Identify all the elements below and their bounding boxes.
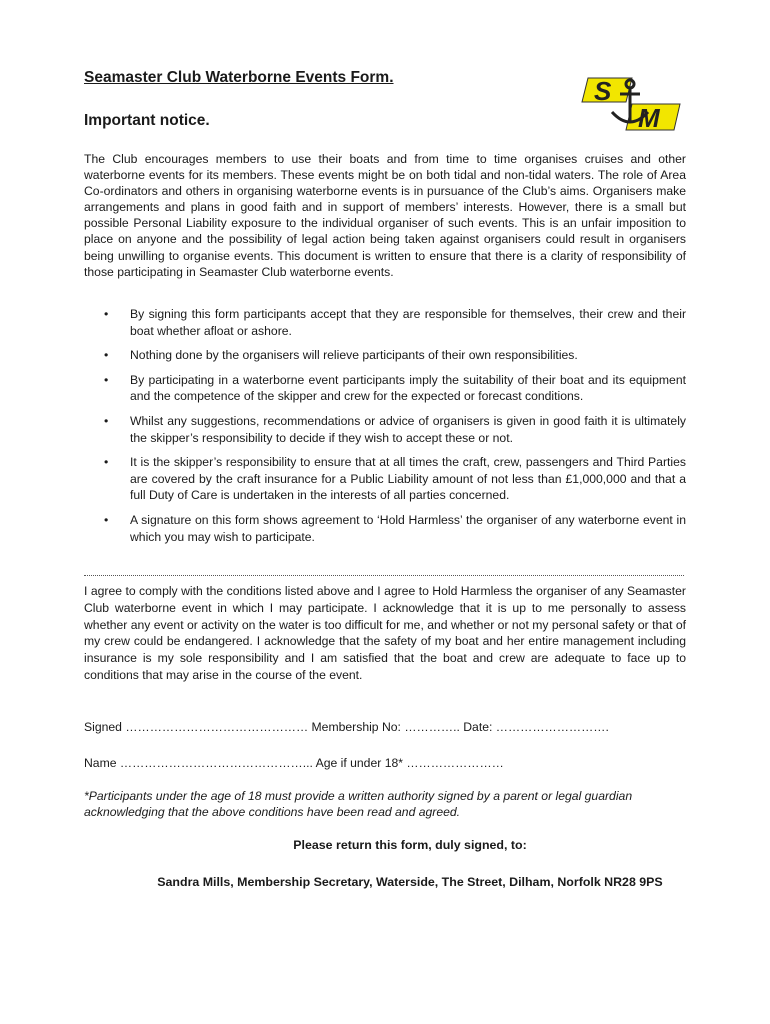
- list-item-text: By signing this form participants accept that they are responsible for themselves, their crew and their boat whether afloat or ashore.: [130, 307, 686, 338]
- svg-text:S: S: [594, 76, 612, 106]
- important-notice-heading: Important notice.: [84, 112, 210, 129]
- bullet-icon: •: [104, 455, 109, 470]
- bullet-icon: •: [104, 348, 109, 363]
- list-item-text: By participating in a waterborne event participants imply the suitability of their boat and its equipment and the competence of the skipper and crew for the expected or forecast conditions.: [130, 372, 686, 404]
- list-item: [84, 306, 686, 339]
- list-item-text: Whilst any suggestions, recommendations or advice of organisers is given in good faith it is ultimately the skipper’s responsibility to decide if they wish to accept these or not.: [130, 413, 686, 445]
- bullet-icon: •: [104, 307, 109, 321]
- signature-fields: [84, 720, 609, 792]
- return-heading: Please return this form, duly signed, to:: [293, 838, 527, 852]
- list-item-text: A signature on this form shows agreement to ‘Hold Harmless’ the organiser of any waterborne event in which you may wish to participate.: [130, 512, 686, 544]
- list-item: [84, 454, 686, 504]
- bullet-icon: •: [104, 413, 109, 428]
- dotted-divider: [84, 575, 684, 576]
- agreement-paragraph: I agree to comply with the conditions listed above and I agree to Hold Harmless the organiser of any Seamaster Club waterborne event in which I may participate. I acknowledge that it is up to me personally to assess whether any event or activity on the water is too difficult for me, and whether or not my personal safety or that of my crew could be endangered. I acknowledge that the safety of my boat and her entire management including insurance is my sole responsibility and I am satisfied that the boat and crew are adequate to face up to conditions that may arise in the course of the event.: [84, 584, 687, 682]
- bullet-icon: •: [104, 512, 109, 527]
- name-age-row[interactable]: Name ………………………………………... Age if under 18* ……………………: [84, 756, 504, 770]
- signed-membership-date-row[interactable]: Signed ……………………………………… Membership No: ………….. Date: ……………………….: [84, 720, 609, 734]
- list-item: [84, 413, 686, 446]
- list-item: [84, 372, 686, 405]
- bullet-icon: •: [104, 372, 109, 387]
- responsibility-list: [84, 306, 686, 553]
- list-item: [84, 512, 686, 545]
- seamaster-logo: [580, 70, 685, 135]
- list-item-text: Nothing done by the organisers will relieve participants of their own responsibilities.: [130, 348, 578, 363]
- under-18-footnote: *Participants under the age of 18 must provide a written authority signed by a parent or legal guardian acknowledging that the above conditions have been read and agreed.: [84, 789, 633, 820]
- form-title: Seamaster Club Waterborne Events Form.: [84, 69, 394, 86]
- return-address: Sandra Mills, Membership Secretary, Waterside, The Street, Dilham, Norfolk NR28 9PS: [157, 875, 663, 889]
- list-item: [84, 347, 686, 364]
- intro-paragraph: The Club encourages members to use their boats and from time to time organises cruises and other waterborne events for its members. These events might be on both tidal and non-tidal waters. The role of Area Co-ordinators and others in organising waterborne events is in pursuance of the Club’s aims. Organisers make arrangements and plans in good faith and in support of members’ interests. However, there is a small but possible Personal Liability exposure to the individual organiser of such events. This is an unfair imposition to place on anyone and the possibility of legal action being taken against organisers could result in organisers being unwilling to organise events. This document is written to ensure that there is a clarity of responsibility of those participating in Seamaster Club waterborne events.: [84, 152, 686, 279]
- list-item-text: It is the skipper’s responsibility to ensure that at all times the craft, crew, passengers and Third Parties are covered by the craft insurance for a Public Liability amount of not less than £1,000,000 and that a full Duty of Care is undertaken in the interests of all parties concerned.: [130, 455, 686, 503]
- svg-text:M: M: [638, 103, 660, 133]
